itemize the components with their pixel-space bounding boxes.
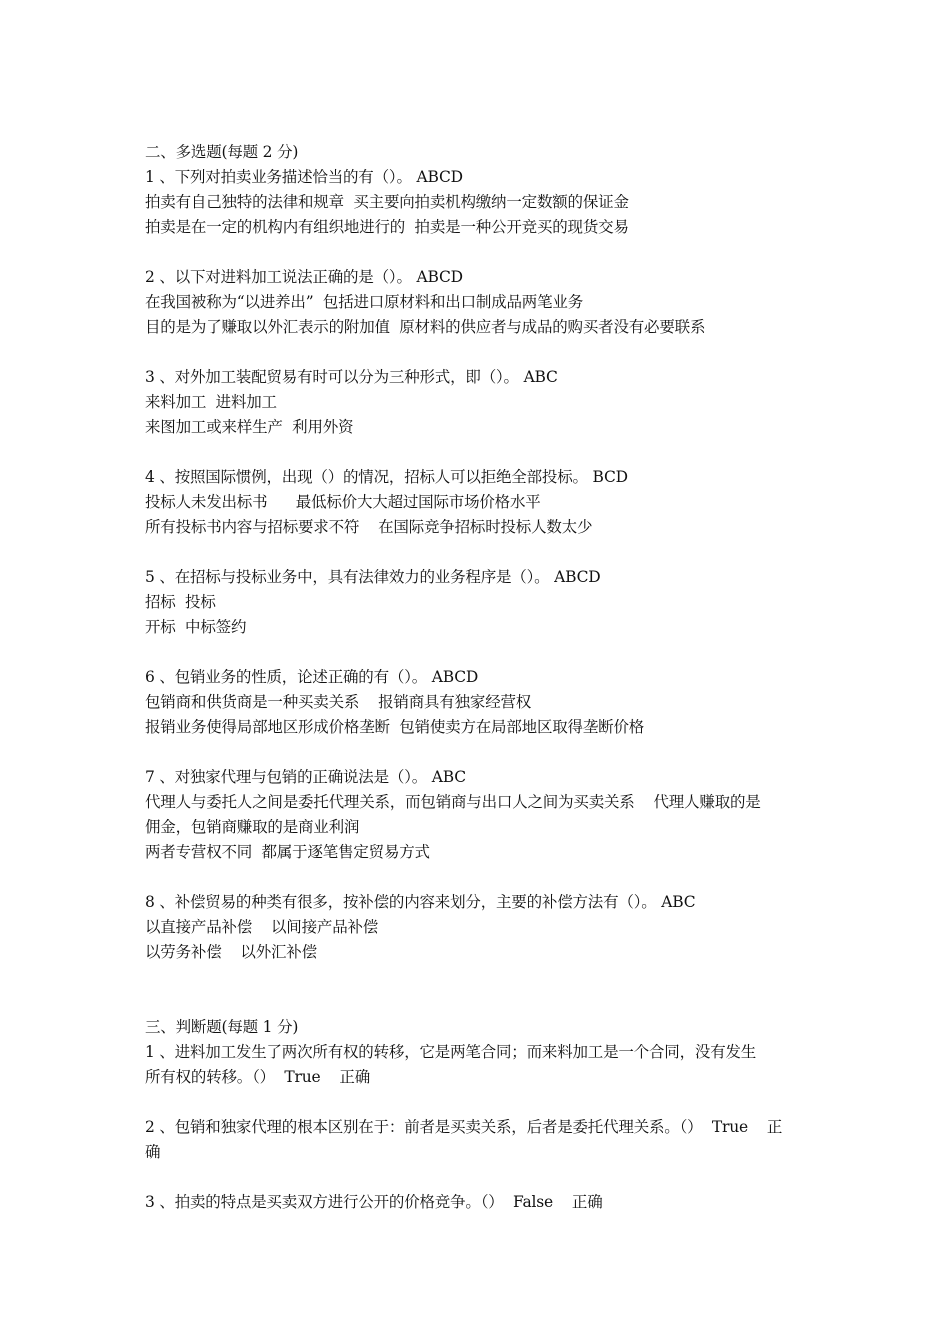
question-option: 招标 投标 [145,593,216,611]
question-option: 所有投标书内容与招标要求不符 在国际竞争招标时投标人数太少 [145,518,593,536]
spacer [145,1165,810,1190]
section-heading-true-false: 三、判断题(每题 1 分) [145,1018,299,1036]
document-page [145,140,810,1215]
question-option: 包销商和供货商是一种买卖关系 报销商具有独家经营权 [145,693,532,711]
spacer [145,1090,810,1115]
question-stem: 2 、以下对进料加工说法正确的是（）。 ABCD [145,268,463,286]
spacer [145,440,810,465]
judgement-line: 所有权的转移。（） True 正确 [145,1068,371,1086]
question-stem: 7 、对独家代理与包销的正确说法是（）。 ABC [145,768,466,786]
spacer [145,640,810,665]
question-stem: 3 、对外加工装配贸易有时可以分为三种形式，即（）。 ABC [145,368,558,386]
spacer [145,865,810,890]
question-option: 拍卖有自己独特的法律和规章 买主要向拍卖机构缴纳一定数额的保证金 [145,193,629,211]
spacer [145,740,810,765]
question-option: 目的是为了赚取以外汇表示的附加值 原材料的供应者与成品的购买者没有必要联系 [145,318,706,336]
judgement-line: 1 、进料加工发生了两次所有权的转移，它是两笔合同；而来料加工是一个合同，没有发生 [145,1043,757,1061]
question-stem: 6 、包销业务的性质，论述正确的有（）。 ABCD [145,668,479,686]
question-stem: 8 、补偿贸易的种类有很多，按补偿的内容来划分，主要的补偿方法有（）。 ABC [145,893,696,911]
question-stem: 4 、按照国际惯例，出现（）的情况，招标人可以拒绝全部投标。 BCD [145,468,628,486]
question-option: 代理人与委托人之间是委托代理关系，而包销商与出口人之间为买卖关系 代理人赚取的是 [145,793,761,811]
question-option: 拍卖是在一定的机构内有组织地进行的 拍卖是一种公开竞买的现货交易 [145,218,629,236]
question-option: 以劳务补偿 以外汇补偿 [145,943,317,961]
question-option: 来图加工或来样生产 利用外资 [145,418,354,436]
spacer [145,540,810,565]
judgement-line: 3 、拍卖的特点是买卖双方进行公开的价格竞争。（） False 正确 [145,1193,603,1211]
question-option: 佣金，包销商赚取的是商业利润 [145,818,360,836]
question-option: 在我国被称为“以进养出” 包括进口原材料和出口制成品两笔业务 [145,293,584,311]
question-stem: 5 、在招标与投标业务中，具有法律效力的业务程序是（）。 ABCD [145,568,601,586]
judgement-line: 确 [145,1143,161,1161]
question-option: 报销业务使得局部地区形成价格垄断 包销使卖方在局部地区取得垄断价格 [145,718,645,736]
question-option: 以直接产品补偿 以间接产品补偿 [145,918,379,936]
question-option: 投标人未发出标书 最低标价大大超过国际市场价格水平 [145,493,541,511]
judgement-line: 2 、包销和独家代理的根本区别在于：前者是买卖关系，后者是委托代理关系。（） True 正 [145,1118,783,1136]
question-option: 开标 中标签约 [145,618,247,636]
question-option: 两者专营权不同 都属于逐笔售定贸易方式 [145,843,430,861]
spacer [145,340,810,365]
spacer [145,240,810,265]
question-stem: 1 、下列对拍卖业务描述恰当的有（）。 ABCD [145,168,463,186]
question-option: 来料加工 进料加工 [145,393,277,411]
section-heading-multiple-choice: 二、多选题(每题 2 分) [145,143,299,161]
spacer [145,965,810,1015]
